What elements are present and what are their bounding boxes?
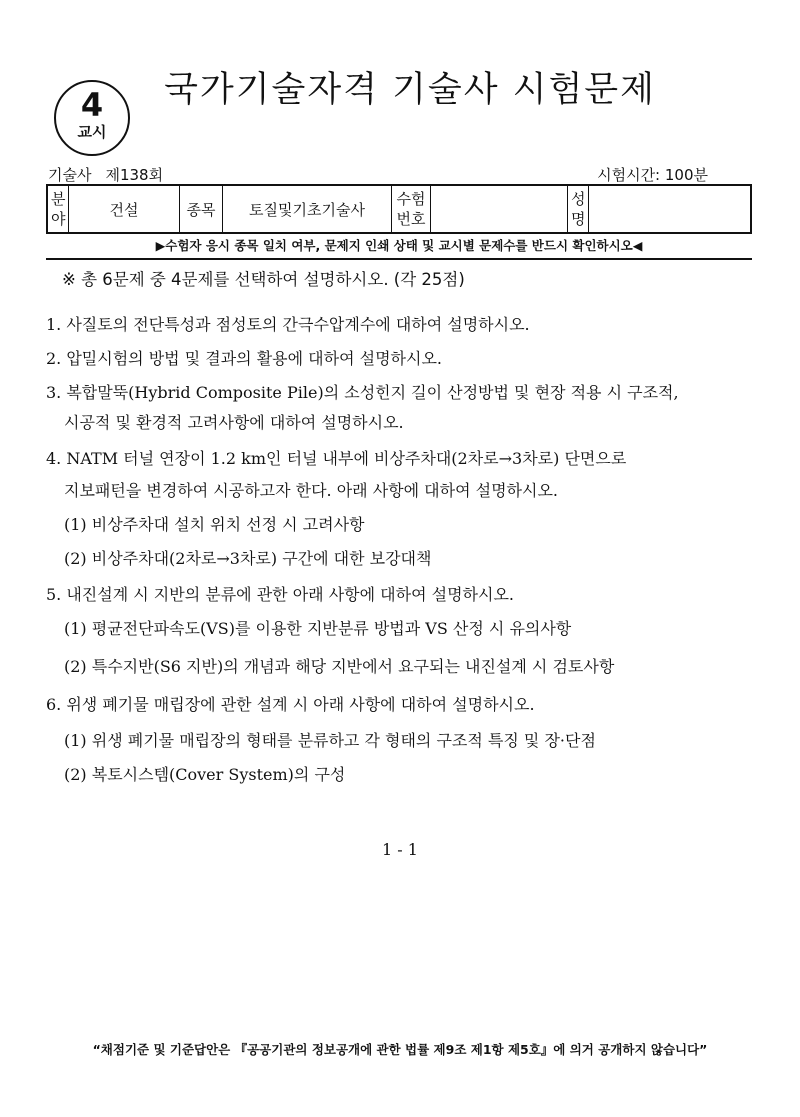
name-label: 성명: [571, 190, 586, 228]
exam-info-table: [46, 184, 752, 234]
page-title: 국가기술자격 기술사 시험문제: [164, 70, 656, 110]
question-4-sub-2: (2) 비상주차대(2차로→3차로) 구간에 대한 보강대책: [64, 549, 432, 568]
field-label-cell: [47, 185, 69, 233]
number-label: 수험번호: [396, 190, 426, 228]
question-3-line-1: 3. 복합말뚝(Hybrid Composite Pile)의 소성힌지 길이 산정방법 및 현장 적용 시 구조적,: [46, 383, 679, 402]
field-value: 건설: [69, 185, 180, 233]
number-field: [431, 185, 568, 233]
instruction: ※ 총 6문제 중 4문제를 선택하여 설명하시오. (각 25점): [62, 270, 465, 289]
question-2: 2. 압밀시험의 방법 및 결과의 활용에 대하여 설명하시오.: [46, 349, 442, 368]
question-3-line-2: 시공적 및 환경적 고려사항에 대하여 설명하시오.: [64, 413, 404, 432]
question-5: 5. 내진설계 시 지반의 분류에 관한 아래 사항에 대하여 설명하시오.: [46, 585, 514, 604]
question-5-sub-1: (1) 평균전단파속도(VS)를 이용한 지반분류 방법과 VS 산정 시 유의사항: [64, 619, 572, 638]
question-6: 6. 위생 폐기물 매립장에 관한 설계 시 아래 사항에 대하여 설명하시오.: [46, 695, 535, 714]
exam-time: 시험시간: 100분: [597, 166, 708, 184]
period-number: 4: [80, 86, 104, 124]
field-label: 분야: [51, 190, 66, 228]
number-label-cell: [392, 185, 431, 233]
question-4-sub-1: (1) 비상주차대 설치 위치 선정 시 고려사항: [64, 515, 365, 534]
name-field: [589, 185, 752, 233]
question-5-sub-2: (2) 특수지반(S6 지반)의 개념과 해당 지반에서 요구되는 내진설계 시 검토사항: [64, 657, 615, 676]
question-6-sub-1: (1) 위생 폐기물 매립장의 형태를 분류하고 각 형태의 구조적 특징 및 장·단점: [64, 731, 596, 750]
exam-round: 제138회: [105, 166, 164, 184]
notice-banner: ▶수험자 응시 종목 일치 여부, 문제지 인쇄 상태 및 교시별 문제수를 반드시 확인하시오◀: [155, 238, 643, 253]
page-number: 1 - 1: [382, 840, 418, 859]
name-label-cell: [568, 185, 589, 233]
period-label: 교시: [77, 123, 107, 141]
question-6-sub-2: (2) 복토시스템(Cover System)의 구성: [64, 765, 346, 784]
divider: [46, 258, 752, 260]
question-4-line-2: 지보패턴을 변경하여 시공하고자 한다. 아래 사항에 대하여 설명하시오.: [64, 481, 558, 500]
exam-meta: [48, 164, 163, 185]
period-badge: [54, 80, 130, 156]
kind-value: 토질및기초기술사: [223, 185, 392, 233]
kind-label: 종목: [180, 185, 223, 233]
footer-note: “채점기준 및 기준답안은 『공공기관의 정보공개에 관한 법률 제9조 제1항 제5호』에 의거 공개하지 않습니다”: [92, 1042, 708, 1057]
question-1: 1. 사질토의 전단특성과 점성토의 간극수압계수에 대하여 설명하시오.: [46, 315, 530, 334]
question-4-line-1: 4. NATM 터널 연장이 1.2 km인 터널 내부에 비상주차대(2차로→3차로) 단면으로: [46, 449, 627, 468]
exam-type: 기술사: [48, 166, 92, 184]
